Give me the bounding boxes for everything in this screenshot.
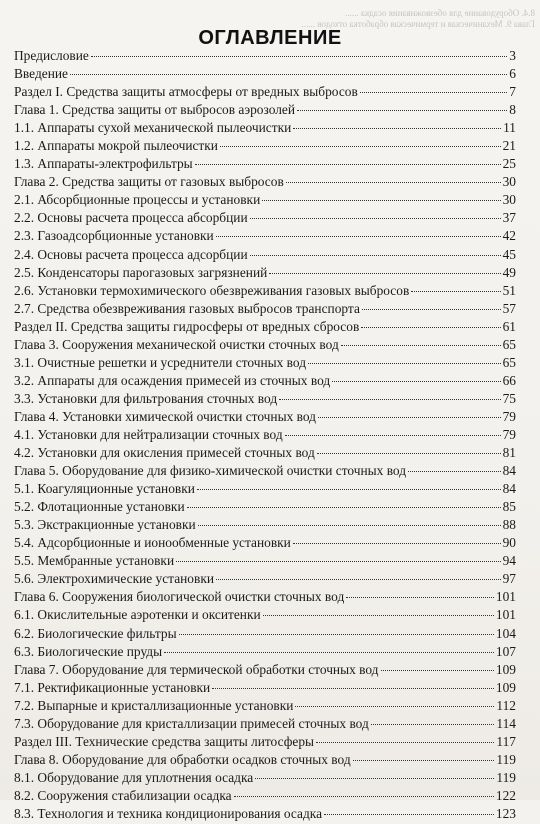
toc-page-number: 107 xyxy=(495,643,516,659)
toc-entry-title: 2.2. Основы расчета процесса абсорбции xyxy=(14,210,248,226)
toc-page-number: 88 xyxy=(502,517,516,533)
dot-leader xyxy=(317,453,501,454)
toc-page-number: 21 xyxy=(502,138,516,154)
dot-leader xyxy=(198,525,501,526)
dot-leader xyxy=(297,110,507,111)
toc-entry-title: 5.2. Флотационные установки xyxy=(14,499,185,515)
dot-leader xyxy=(234,796,494,797)
toc-page-number: 42 xyxy=(502,228,516,244)
toc-entry xyxy=(6,571,516,589)
dot-leader xyxy=(197,489,501,490)
toc-entry-title: 2.3. Газоадсорбционные установки xyxy=(14,228,214,244)
toc-entry-title: 2.7. Средства обезвреживания газовых выбросов транспорта xyxy=(14,300,360,316)
toc-entry-title: Глава 5. Оборудование для физико-химической очистки сточных вод xyxy=(14,463,407,479)
toc-entry xyxy=(6,301,516,319)
toc-entry xyxy=(6,138,516,156)
dot-leader xyxy=(353,760,495,761)
toc-entry-title: 8.2. Сооружения стабилизации осадка xyxy=(14,787,232,803)
toc-entry xyxy=(6,427,516,445)
toc-entry xyxy=(6,517,516,535)
dot-leader xyxy=(216,236,501,237)
toc-page-number: 45 xyxy=(502,246,516,262)
toc-page-number: 30 xyxy=(502,174,516,190)
dot-leader xyxy=(286,182,501,183)
toc-entry-title: 5.3. Экстракционные установки xyxy=(14,517,196,533)
toc-page-number: 119 xyxy=(496,769,516,785)
toc-entry xyxy=(6,265,516,283)
dot-leader xyxy=(279,399,500,400)
toc-entry xyxy=(6,463,516,481)
dot-leader xyxy=(362,309,501,310)
toc-entry xyxy=(6,445,516,463)
dot-leader xyxy=(318,417,501,418)
dot-leader xyxy=(250,255,501,256)
toc-entry-title: Глава 1. Средства защиты от выбросов аэрозолей xyxy=(14,102,296,118)
dot-leader xyxy=(295,706,494,707)
toc-entry-title: 4.1. Установки для нейтрализации сточных вод xyxy=(14,426,283,442)
dot-leader xyxy=(332,381,500,382)
toc-page-number: 85 xyxy=(502,499,516,515)
toc-entry xyxy=(6,228,516,246)
dot-leader xyxy=(293,128,501,129)
toc-page-number: 11 xyxy=(503,120,516,136)
toc-page-number: 57 xyxy=(502,300,516,316)
toc-entry-title: 7.2. Выпарные и кристаллизационные установки xyxy=(14,697,294,713)
toc-entry-title: Глава 6. Сооружения биологической очистки сточных вод xyxy=(14,589,345,605)
toc-page-number: 75 xyxy=(502,390,516,406)
toc-entry xyxy=(6,626,516,644)
toc-page-number: 8 xyxy=(509,102,516,118)
toc-entry xyxy=(6,391,516,409)
toc-page-number: 79 xyxy=(502,426,516,442)
dot-leader xyxy=(176,561,501,562)
toc-entry-title: 4.2. Установки для окисления примесей сточных вод xyxy=(14,445,315,461)
toc-entry-title: Глава 2. Средства защиты от газовых выбросов xyxy=(14,174,284,190)
toc-entry-title: Раздел I. Средства защиты атмосферы от вредных выбросов xyxy=(14,84,358,100)
dot-leader xyxy=(341,345,501,346)
dot-leader xyxy=(408,471,501,472)
toc-entry-title: Введение xyxy=(14,66,68,82)
dot-leader xyxy=(361,327,500,328)
toc-entry xyxy=(6,247,516,265)
toc-page-number: 112 xyxy=(496,697,516,713)
dot-leader xyxy=(70,74,507,75)
toc-page-number: 30 xyxy=(502,192,516,208)
toc-entry-title: 5.1. Коагуляционные установки xyxy=(14,481,195,497)
dot-leader xyxy=(91,56,507,57)
toc-entry-title: 7.1. Ректификационные установки xyxy=(14,679,211,695)
toc-entry xyxy=(6,752,516,770)
toc-entry xyxy=(6,156,516,174)
toc-entry xyxy=(6,698,516,716)
dot-leader xyxy=(179,634,494,635)
dot-leader xyxy=(262,200,500,201)
toc-entry-title: Глава 7. Оборудование для термической обработки сточных вод xyxy=(14,661,379,677)
toc-entry xyxy=(6,589,516,607)
toc-entry-title: 3.1. Очистные решетки и усреднители сточных вод xyxy=(14,354,307,370)
toc-entry-title: 5.5. Мембранные установки xyxy=(14,553,175,569)
dot-leader xyxy=(164,652,494,653)
toc-page-number: 49 xyxy=(502,264,516,280)
toc-page-number: 61 xyxy=(502,318,516,334)
toc-page-number: 3 xyxy=(509,48,516,63)
toc-entry xyxy=(6,788,516,806)
toc-entry xyxy=(6,535,516,553)
toc-entry-title: 5.4. Адсорбционные и ионообменные установки xyxy=(14,535,291,551)
toc-entry xyxy=(6,499,516,517)
toc-entry-title: 6.2. Биологические фильтры xyxy=(14,625,177,641)
toc-entry xyxy=(6,481,516,499)
dot-leader xyxy=(293,543,501,544)
toc-page-number: 84 xyxy=(502,463,516,479)
toc-entry-title: 2.1. Абсорбционные процессы и установки xyxy=(14,192,261,208)
toc-entry-title: 2.4. Основы расчета процесса адсорбции xyxy=(14,246,248,262)
dot-leader xyxy=(411,291,500,292)
toc-entry xyxy=(6,409,516,427)
dot-leader xyxy=(346,597,494,598)
toc-page-number: 94 xyxy=(502,553,516,569)
page-title: ОГЛАВЛЕНИЕ xyxy=(198,27,342,50)
toc-entry xyxy=(6,283,516,301)
toc-entry-title: Предисловие xyxy=(14,48,89,63)
toc-page-number: 104 xyxy=(495,625,516,641)
toc-entry xyxy=(6,102,516,120)
toc-entry xyxy=(6,373,516,391)
toc-entry xyxy=(6,210,516,228)
toc-page-number: 6 xyxy=(509,66,516,82)
toc-entry xyxy=(6,680,516,698)
dot-leader xyxy=(263,615,494,616)
toc-page-number: 117 xyxy=(496,733,516,749)
toc-entry-title: Глава 3. Сооружения механической очистки сточных вод xyxy=(14,336,339,352)
toc-entry-title: 7.3. Оборудование для кристаллизации примесей сточных вод xyxy=(14,715,369,731)
dot-leader xyxy=(360,92,508,93)
toc-entry xyxy=(6,337,516,355)
toc-entry-title: 6.3. Биологические пруды xyxy=(14,643,163,659)
toc-entry-title: 1.2. Аппараты мокрой пылеочистки xyxy=(14,138,218,154)
toc-page-number: 84 xyxy=(502,481,516,497)
toc-page-number: 114 xyxy=(496,715,516,731)
toc-entry-title: Глава 4. Установки химической очистки сточных вод xyxy=(14,408,316,424)
toc-entry xyxy=(6,174,516,192)
toc-entry-title: 1.1. Аппараты сухой механической пылеочистки xyxy=(14,120,292,136)
toc-page-number: 90 xyxy=(502,535,516,551)
toc-entry xyxy=(6,192,516,210)
toc-page-number: 122 xyxy=(495,787,516,803)
toc-entry-title: 8.1. Оборудование для уплотнения осадка xyxy=(14,769,254,785)
toc-entry xyxy=(6,734,516,752)
table-of-contents xyxy=(6,48,516,824)
toc-entry xyxy=(6,319,516,337)
toc-page-number: 81 xyxy=(502,445,516,461)
toc-entry xyxy=(6,66,516,84)
dot-leader xyxy=(316,742,494,743)
toc-entry-title: 1.3. Аппараты-электрофильтры xyxy=(14,156,193,172)
toc-page-number: 123 xyxy=(495,805,516,821)
toc-entry-title: 8.3. Технология и техника кондиционирования осадка xyxy=(14,805,323,821)
dot-leader xyxy=(381,670,494,671)
toc-page-number: 7 xyxy=(509,84,516,100)
toc-entry-title: Раздел III. Технические средства защиты литосферы xyxy=(14,733,315,749)
toc-page-number: 97 xyxy=(502,571,516,587)
toc-page-number: 101 xyxy=(495,607,516,623)
toc-page-number: 109 xyxy=(495,661,516,677)
dot-leader xyxy=(212,688,494,689)
dot-leader xyxy=(308,363,501,364)
toc-entry-title: Раздел II. Средства защиты гидросферы от вредных сбросов xyxy=(14,318,360,334)
toc-page-number: 66 xyxy=(502,372,516,388)
toc-entry xyxy=(6,716,516,734)
toc-page-number: 51 xyxy=(502,282,516,298)
dot-leader xyxy=(195,164,501,165)
dot-leader xyxy=(324,814,494,815)
toc-page-number: 25 xyxy=(502,156,516,172)
toc-entry xyxy=(6,770,516,788)
toc-entry xyxy=(6,120,516,138)
toc-entry-title: 5.6. Электрохимические установки xyxy=(14,571,214,587)
toc-page-number: 101 xyxy=(495,589,516,605)
toc-page-number: 109 xyxy=(495,679,516,695)
toc-page-number: 37 xyxy=(502,210,516,226)
toc-entry-title: 3.2. Аппараты для осаждения примесей из сточных вод xyxy=(14,372,331,388)
toc-entry xyxy=(6,607,516,625)
toc-entry xyxy=(6,355,516,373)
toc-entry-title: 6.1. Окислительные аэротенки и окситенки xyxy=(14,607,261,623)
dot-leader xyxy=(216,579,501,580)
toc-page-number: 65 xyxy=(502,354,516,370)
dot-leader xyxy=(371,724,495,725)
dot-leader xyxy=(187,507,501,508)
toc-entry xyxy=(6,662,516,680)
dot-leader xyxy=(285,435,501,436)
toc-entry xyxy=(6,644,516,662)
toc-page-number: 65 xyxy=(502,336,516,352)
show-through-text: 8.4. Оборудование для обезвоживания осадка ...... Глава 9. Механическая и термическая обработка отходов ...... xyxy=(301,8,535,29)
dot-leader xyxy=(220,146,501,147)
toc-entry xyxy=(6,84,516,102)
toc-entry xyxy=(6,553,516,571)
dot-leader xyxy=(255,778,494,779)
toc-entry xyxy=(6,48,516,66)
dot-leader xyxy=(269,273,500,274)
toc-entry-title: 2.5. Конденсаторы парогазовых загрязнений xyxy=(14,264,268,280)
toc-page-number: 79 xyxy=(502,408,516,424)
toc-entry-title: Глава 8. Оборудование для обработки осадков сточных вод xyxy=(14,751,351,767)
toc-entry-title: 3.3. Установки для фильтрования сточных вод xyxy=(14,390,278,406)
toc-entry-title: 2.6. Установки термохимического обезвреживания газовых выбросов xyxy=(14,282,410,298)
toc-entry xyxy=(6,806,516,824)
toc-page-number: 119 xyxy=(496,751,516,767)
dot-leader xyxy=(250,218,501,219)
